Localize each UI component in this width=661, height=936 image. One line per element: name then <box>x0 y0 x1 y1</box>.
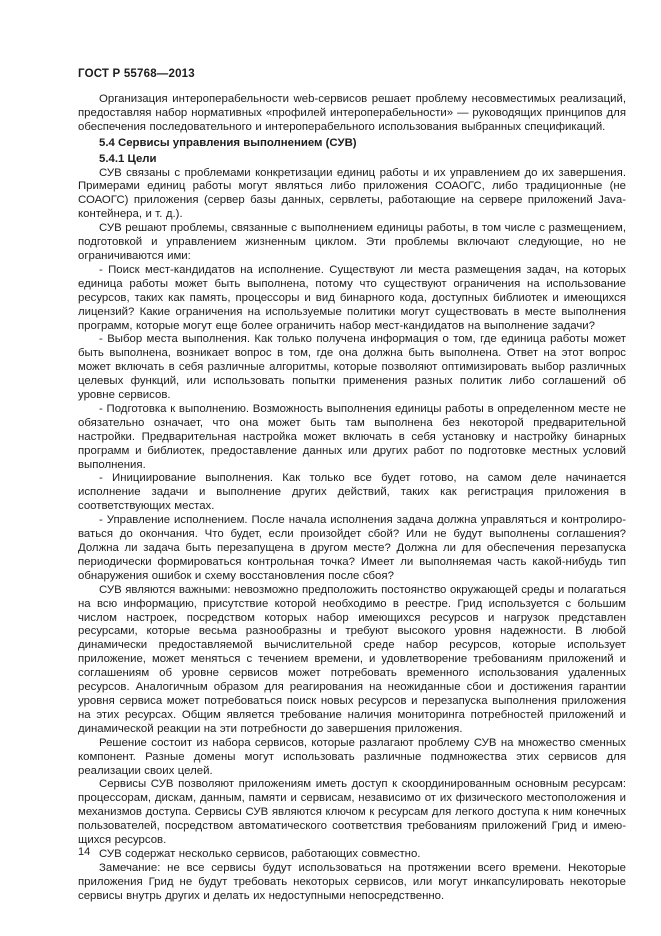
list-item-initiation: - Инициирование выполнения. Как только все будет готово, на самом деле начинается исполнение задачи и выполнение других действий, таких как регистрация приложения в соответствующих местах. <box>78 472 626 513</box>
list-item-execution-management: - Управление исполнением. После начала исполнения задача должна управляться и контролироваться до окончания. Что будет, если произойдет сбой? Или не будут выполнены соглашения? Должна ли задача быть перезапущена в другом месте? Должна ли для обеспечения перезапуска периодически формироваться контрольная точка? Имеет ли выполняемая часть какой-нибудь тип обнаружения ошибок и схему восстановления после сбоя? <box>78 514 626 582</box>
paragraph-suv-problems: СУВ решают проблемы, связанные с выполнением единицы работы, в том числе с размещением, подготовкой и управлением жизненным циклом. Эти проблемы включают следующие, но не ограничиваются ими: <box>78 222 626 262</box>
paragraph-suv-contains: СУВ содержат несколько сервисов, работающих совместно. <box>99 847 421 860</box>
list-item-search-candidates: - Поиск мест-кандидатов на исполнение. Существуют ли места размещения задач, на которых единица работы может быть выполнена, потому что существуют ограничения на использование ресурсов, таких как память, процессоры и вид бинарного кода, доступных библиотек и имеющихся лицензий? Какие ограничения на используемые политики могут существовать в месте выполнения программ, которые могут еще более ограничить набор мест-кандидатов на выполнение задачи? <box>78 263 626 332</box>
list-item-place-selection: - Выбор места выполнения. Как только получена информация о том, где единица работы может быть выполнена, возникает вопрос в том, где она должна быть выполнена. Ответ на этот вопрос может включать в себя различные алгоритмы, которые позволяют оптимизировать выбор различных целевых функций, или использовать попытки применения разных политик либо соглашений об уровне сервисов. <box>78 333 626 402</box>
document-body <box>78 93 626 904</box>
paragraph-solution: Решение состоит из набора сервисов, которые разлагают проблему СУВ на множество сменных компонент. Разные домены могут использовать различные подмножества этих сервисов для реализации своих целей. <box>78 736 626 777</box>
paragraph-remark: Замечание: не все сервисы будут использоваться на протяжении всего времени. Некоторые приложения Грид не будут требовать некоторых сервисов, или могут инкапсулировать некоторые сервисы внутрь других и делать их недоступными непосредственно. <box>78 861 626 902</box>
standard-code-header: ГОСТ Р 55768—2013 <box>78 68 195 80</box>
section-heading-5-4: 5.4 Сервисы управления выполнением (СУВ) <box>99 136 357 149</box>
paragraph-suv-overview: СУВ связаны с проблемами конкретизации единиц работы и их управлением до их завершения. Примерами единиц работы могут являться либо приложения СОАОГС, либо традиционные (не СОАОГС) приложения (сервер базы данных, сервлеты, работающие на сервере приложений Java-контейнера, и т. д.). <box>78 166 626 221</box>
page-number: 14 <box>78 846 91 858</box>
section-heading-5-4-1: 5.4.1 Цели <box>99 152 157 165</box>
paragraph-suv-importance: СУВ являются важными: невозможно предположить постоянство окружающей среды и полагаться на всю информацию, присутствие которой необходимо в реестре. Грид используется с большим числом настроек, посредством которых набор имеющихся ресурсов и нагрузок представлен ресурсами, которые весьма разнообразны и требуют высокого уровня надежности. В любой динамически предоставляемой вычислительной среде набор ресурсов, которые использует приложение, может меняться с течением времени, и удовлетворение требованиям приложений и соглашениям об уровне сервисов может потребовать временного использования удаленных ресурсов. Аналогичным образом для реагирования на неожиданные сбои и достижения гарантии уровня сервиса может потребоваться поиск новых ресурсов и перезапуска выполнения приложения на этих ресурсах. Общим является требование наличия мониторинга потребностей приложений и динамической реакции на эти потребности до завершения приложения. <box>78 583 626 735</box>
paragraph-suv-services-access: Сервисы СУВ позволяют приложениям иметь доступ к скоординированным основным ресурсам: процессорам, дискам, данным, памяти и сервисам, независимо от их физического местоположения и механизмов доступа. Сервисы СУВ являются ключом к ресурсам для легкого доступа к ним конечных пользователей, посредством автоматического соответствия требованиям приложений Грид и имеющихся ресурсов. <box>78 778 626 847</box>
paragraph-intro-interoperability: Организация интероперабельности web-сервисов решает проблему несовместимых реализаций, предоставляя набор нормативных «профилей интероперабельности» — руководящих принципов для обеспечения последовательного и интероперабельного использования выбранных спецификаций. <box>78 93 626 133</box>
list-item-preparation: - Подготовка к выполнению. Возможность выполнения единицы работы в определенном месте не обязательно означает, что она может быть там выполнена без некоторой предварительной настройки. Предварительная настройка может включать в себя установку и настройку бинарных программ и библиотек, предоставление данных или других работ по подготовке местных условий выполнения. <box>78 402 626 471</box>
